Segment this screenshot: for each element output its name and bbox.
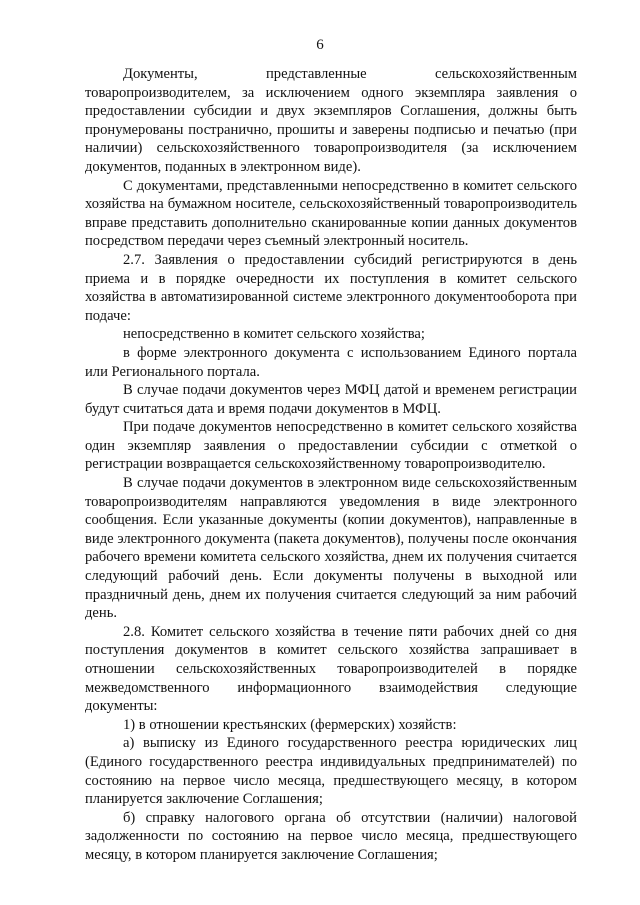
paragraph-2-8-interagency-request: 2.8. Комитет сельского хозяйства в течение пяти рабочих дней со дня поступления документов в комитет сельского хозяйства запрашивает в отношении сельскохозяйственных товаропроизводителей в порядке межведомственного информационного взаимодействия следующие документы:	[85, 623, 577, 715]
paragraph-mfc-submission: В случае подачи документов через МФЦ датой и временем регистрации будут считаться дата и время подачи документов в МФЦ.	[85, 382, 577, 417]
paragraph-scanned-copies: С документами, представленными непосредственно в комитет сельского хозяйства на бумажном носителе, сельскохозяйственный товаропроизводитель вправе представить дополнительно сканированные копии данных документов посредством передачи через съемный электронный носитель.	[85, 177, 577, 250]
paragraph-tax-certificate: б) справку налогового органа об отсутствии (наличии) налоговой задолженности по состоянию на первое число месяца, предшествующего месяцу, в котором планируется заключение Соглашения;	[85, 809, 577, 863]
paragraph-electronic-notification: В случае подачи документов в электронном виде сельскохозяйственным товаропроизводителям направляются уведомления в виде электронного сообщения. Если указанные документы (копии документов), направленные в виде электронного документа (пакета документов), получены после окончания рабочего времени комитета сельского хозяйства, днем их получения считается следующий рабочий день. Если документы получены в выходной или праздничный день, днем их получения считается следующий за ним рабочий день.	[85, 475, 577, 622]
page-number: 6	[316, 37, 324, 53]
paragraph-farm-households: 1) в отношении крестьянских (фермерских) хозяйств:	[123, 716, 457, 733]
paragraph-direct-submission: непосредственно в комитет сельского хозяйства;	[123, 326, 425, 343]
paragraph-2-7-registration: 2.7. Заявления о предоставлении субсидий регистрируются в день приема и в порядке очередности их поступления в комитет сельского хозяйства в автоматизированной системе электронного документооборота при подаче:	[85, 251, 577, 324]
paragraph-registration-mark: При подаче документов непосредственно в комитет сельского хозяйства один экземпляр заявления о предоставлении субсидии с отметкой о регистрации возвращается сельскохозяйственному товаропроизводителю.	[85, 419, 577, 473]
document-body	[85, 65, 577, 865]
paragraph-registry-extract: а) выписку из Единого государственного реестра юридических лиц (Единого государственного реестра индивидуальных предпринимателей) по состоянию на первое число месяца, предшествующего месяцу, в котором планируется заключение Соглашения;	[85, 735, 577, 808]
paragraph-electronic-form: в форме электронного документа с использованием Единого портала или Регионального портала.	[85, 344, 577, 380]
paragraph-documents-requirements: Документы, представленные сельскохозяйственным товаропроизводителем, за исключением одного экземпляра заявления о предоставлении субсидии и двух экземпляров Соглашения, должны быть пронумерованы постранично, прошиты и заверены подписью и печатью (при наличии) сельскохозяйственного товаропроизводителя (за исключением документов, поданных в электронном виде).	[85, 66, 577, 175]
